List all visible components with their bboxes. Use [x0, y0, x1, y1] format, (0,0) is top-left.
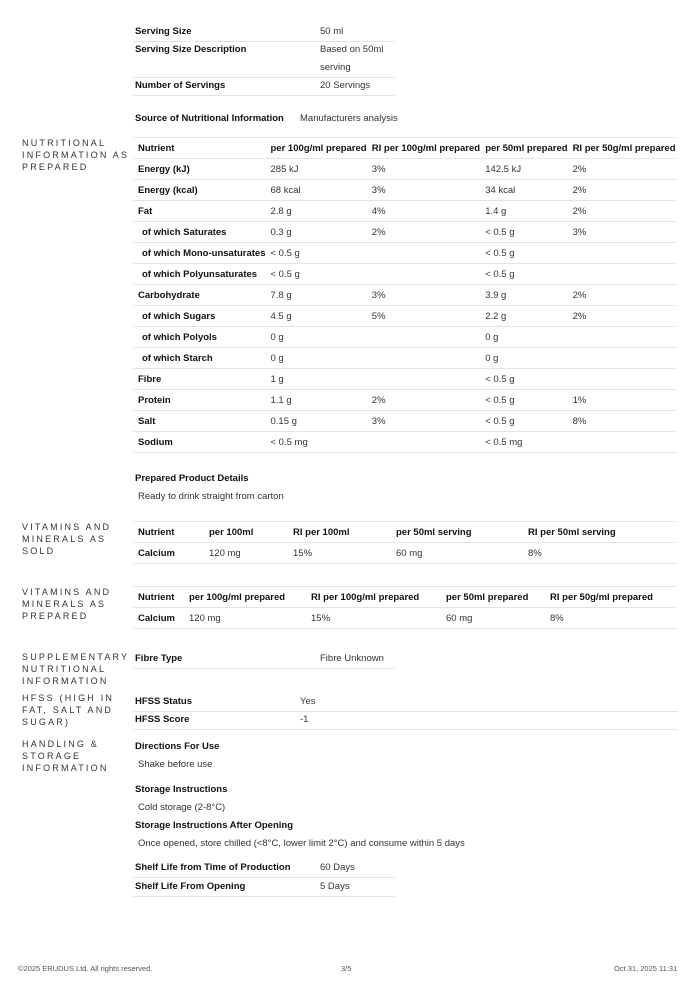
table-row: [133, 201, 676, 222]
hfss-score-value: -1: [300, 714, 309, 725]
table-row: [133, 411, 676, 432]
prepared-details-value: Ready to drink straight from carton: [138, 491, 284, 502]
nutrient-name: of which Polyols: [133, 327, 266, 348]
table-cell: 2%: [568, 201, 676, 222]
fibre-type-value: Fibre Unknown: [320, 653, 384, 664]
table-cell: [568, 264, 676, 285]
nutrient-name: Salt: [133, 411, 266, 432]
table-row: [133, 432, 676, 453]
nutrient-name: of which Polyunsaturates: [133, 264, 266, 285]
nutrient-name: Sodium: [133, 432, 266, 453]
shelf-life-opening-value: 5 Days: [320, 881, 350, 892]
table-cell: [367, 243, 480, 264]
table-cell: 2%: [568, 159, 676, 180]
table-cell: [568, 369, 676, 390]
table-cell: 285 kJ: [266, 159, 367, 180]
footer-copyright: ©2025 ERUDUS Ltd. All rights reserved.: [18, 964, 153, 973]
serving-size-label: Serving Size: [135, 26, 192, 37]
table-cell: < 0.5 g: [480, 243, 567, 264]
column-header: Nutrient: [133, 587, 184, 608]
column-header: Nutrient: [133, 522, 204, 543]
table-cell: 3%: [367, 411, 480, 432]
table-cell: 60 mg: [441, 608, 545, 629]
nutrient-name: Energy (kJ): [133, 159, 266, 180]
table-row: [133, 369, 676, 390]
servings-count-label: Number of Servings: [135, 80, 226, 91]
table-row: [133, 285, 676, 306]
table-row: [133, 327, 676, 348]
table-cell: [568, 243, 676, 264]
table-cell: 1 g: [266, 369, 367, 390]
table-cell: 1.4 g: [480, 201, 567, 222]
table-row: [133, 390, 676, 411]
source-value: Manufacturers analysis: [300, 113, 398, 124]
table-cell: < 0.5 g: [480, 264, 567, 285]
table-cell: 4%: [367, 201, 480, 222]
table-cell: 2%: [568, 306, 676, 327]
serving-size-value: 50 ml: [320, 26, 344, 37]
column-header: per 100g/ml prepared: [184, 587, 306, 608]
storage-after-opening-label: Storage Instructions After Opening: [135, 820, 293, 831]
nutrient-name: Energy (kcal): [133, 180, 266, 201]
storage-value: Cold storage (2-8°C): [138, 802, 226, 813]
storage-label: Storage Instructions: [135, 784, 228, 795]
hfss-score-row: [133, 712, 678, 730]
nutrient-name: Carbohydrate: [133, 285, 266, 306]
column-header: per 100g/ml prepared: [266, 138, 367, 159]
table-cell: 2%: [568, 285, 676, 306]
table-cell: [568, 432, 676, 453]
table-cell: [367, 348, 480, 369]
table-row: [133, 180, 676, 201]
column-header: per 50ml serving: [391, 522, 523, 543]
shelf-life-opening-label: Shelf Life From Opening: [135, 881, 246, 892]
shelf-life-production-row: [133, 860, 395, 878]
table-cell: 68 kcal: [266, 180, 367, 201]
nutrient-name: Calcium: [133, 608, 184, 629]
table-cell: 1%: [568, 390, 676, 411]
table-cell: < 0.5 g: [480, 390, 567, 411]
table-cell: 0 g: [266, 348, 367, 369]
table-cell: 8%: [545, 608, 676, 629]
table-cell: 15%: [288, 543, 391, 564]
column-header: RI per 50ml serving: [523, 522, 676, 543]
table-row: [133, 264, 676, 285]
table-cell: 3%: [568, 222, 676, 243]
table-cell: 60 mg: [391, 543, 523, 564]
table-cell: 3%: [367, 159, 480, 180]
column-header: Nutrient: [133, 138, 266, 159]
table-cell: 5%: [367, 306, 480, 327]
table-cell: 0.3 g: [266, 222, 367, 243]
table-row: [133, 159, 676, 180]
table-cell: 2.2 g: [480, 306, 567, 327]
table-cell: 0 g: [266, 327, 367, 348]
footer-date: Oct 31, 2025 11:31: [614, 964, 678, 973]
table-cell: 4.5 g: [266, 306, 367, 327]
column-header: RI per 50g/ml prepared: [545, 587, 676, 608]
column-header: RI per 50g/ml prepared: [568, 138, 676, 159]
table-cell: 15%: [306, 608, 441, 629]
table-row: [133, 608, 676, 629]
fibre-type-row: [133, 651, 395, 669]
table-cell: < 0.5 g: [480, 222, 567, 243]
source-label: Source of Nutritional Information: [135, 113, 284, 124]
table-row: [133, 348, 676, 369]
fibre-type-label: Fibre Type: [135, 653, 183, 664]
table-row: [133, 222, 676, 243]
nutrient-name: Protein: [133, 390, 266, 411]
serving-desc-row: [133, 42, 395, 78]
table-cell: [367, 327, 480, 348]
table-cell: < 0.5 g: [480, 411, 567, 432]
servings-count-row: [133, 78, 395, 96]
table-cell: 3%: [367, 285, 480, 306]
vitamins-prepared-table: [133, 586, 676, 629]
nutrient-name: of which Starch: [133, 348, 266, 369]
table-cell: [367, 264, 480, 285]
hfss-heading: HFSS (HIGH IN FAT, SALT AND SUGAR): [22, 693, 115, 727]
table-cell: 2%: [568, 180, 676, 201]
table-cell: [568, 327, 676, 348]
handling-storage-heading: HANDLING & STORAGE INFORMATION: [22, 739, 109, 773]
column-header: per 50ml prepared: [441, 587, 545, 608]
column-header: RI per 100g/ml prepared: [367, 138, 480, 159]
table-cell: < 0.5 g: [480, 369, 567, 390]
shelf-life-production-value: 60 Days: [320, 862, 355, 873]
directions-label: Directions For Use: [135, 741, 220, 752]
table-cell: 142.5 kJ: [480, 159, 567, 180]
nutrient-name: Fat: [133, 201, 266, 222]
table-cell: [568, 348, 676, 369]
table-cell: 8%: [568, 411, 676, 432]
nutrient-name: Fibre: [133, 369, 266, 390]
table-cell: < 0.5 g: [266, 243, 367, 264]
hfss-status-row: [133, 694, 678, 712]
hfss-status-value: Yes: [300, 696, 316, 707]
vitamins-sold-table: [133, 521, 676, 564]
table-row: [133, 306, 676, 327]
table-row: [133, 243, 676, 264]
table-cell: 7.8 g: [266, 285, 367, 306]
servings-count-value: 20 Servings: [320, 80, 371, 91]
table-cell: 2.8 g: [266, 201, 367, 222]
shelf-life-production-label: Shelf Life from Time of Production: [135, 862, 291, 873]
table-cell: 120 mg: [204, 543, 288, 564]
nutritional-info-prepared-heading: NUTRITIONAL INFORMATION AS PREPARED: [22, 138, 130, 172]
table-row: [133, 543, 676, 564]
table-cell: 0 g: [480, 327, 567, 348]
table-cell: 8%: [523, 543, 676, 564]
table-cell: < 0.5 g: [266, 264, 367, 285]
directions-value: Shake before use: [138, 759, 213, 770]
serving-desc-value-line2: serving: [320, 62, 351, 73]
table-cell: 120 mg: [184, 608, 306, 629]
supplementary-heading: SUPPLEMENTARY NUTRITIONAL INFORMATION: [22, 652, 130, 686]
column-header: RI per 100ml: [288, 522, 391, 543]
vitamins-prepared-heading: VITAMINS AND MINERALS AS PREPARED: [22, 587, 112, 621]
storage-after-opening-value: Once opened, store chilled (<8°C, lower limit 2°C) and consume within 5 days: [138, 838, 465, 849]
column-header: RI per 100g/ml prepared: [306, 587, 441, 608]
table-cell: 34 kcal: [480, 180, 567, 201]
table-header-row: [133, 138, 676, 159]
column-header: per 50ml prepared: [480, 138, 567, 159]
table-header-row: [133, 522, 676, 543]
table-cell: 2%: [367, 390, 480, 411]
vitamins-sold-heading: VITAMINS AND MINERALS AS SOLD: [22, 522, 112, 556]
column-header: per 100ml: [204, 522, 288, 543]
table-cell: 3%: [367, 180, 480, 201]
hfss-score-label: HFSS Score: [135, 714, 190, 725]
table-cell: 2%: [367, 222, 480, 243]
serving-desc-value-line1: Based on 50ml: [320, 44, 384, 55]
table-cell: 1.1 g: [266, 390, 367, 411]
table-cell: < 0.5 mg: [480, 432, 567, 453]
table-cell: 0 g: [480, 348, 567, 369]
serving-size-row: [133, 24, 395, 42]
hfss-status-label: HFSS Status: [135, 696, 193, 707]
nutrient-name: of which Saturates: [133, 222, 266, 243]
shelf-life-opening-row: [133, 879, 395, 897]
table-header-row: [133, 587, 676, 608]
table-cell: 0.15 g: [266, 411, 367, 432]
nutrient-name: Calcium: [133, 543, 204, 564]
nutrient-name: of which Mono-unsaturates: [133, 243, 266, 264]
footer-page-number: 3/5: [341, 964, 352, 973]
nutrient-name: of which Sugars: [133, 306, 266, 327]
serving-desc-label: Serving Size Description: [135, 44, 247, 55]
table-cell: 3.9 g: [480, 285, 567, 306]
table-cell: < 0.5 mg: [266, 432, 367, 453]
nutrition-prepared-table: [133, 137, 676, 453]
prepared-details-label: Prepared Product Details: [135, 473, 249, 484]
table-cell: [367, 369, 480, 390]
table-cell: [367, 432, 480, 453]
